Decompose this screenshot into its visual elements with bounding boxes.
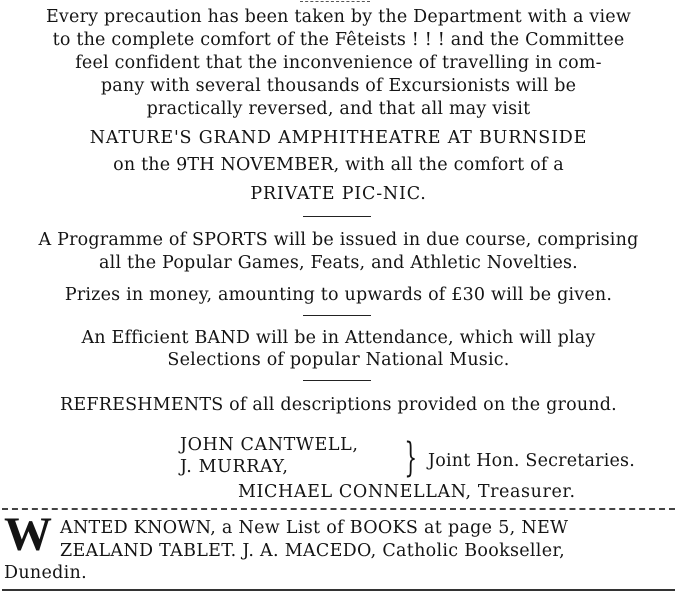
sports-line-2: all the Popular Games, Feats, and Athletic Novelties. <box>99 253 578 273</box>
prizes-line: Prizes in money, amounting to upwards of £30 will be given. <box>64 285 613 305</box>
refreshments-line: REFRESHMENTS of all descriptions provided on the ground. <box>60 395 617 415</box>
brace-icon: } <box>404 435 418 481</box>
advert-line-3: Dunedin. <box>4 563 87 583</box>
intro-line-2: to the complete comfort of the Fêteists ! ! ! and the Committee <box>52 30 625 50</box>
picnic-heading: PRIVATE PIC-NIC. <box>250 184 427 204</box>
intro-line-3: feel confident that the inconvenience of travelling in com- <box>75 53 602 73</box>
advert-separator-rule <box>2 508 675 510</box>
intro-line-1: Every precaution has been taken by the Department with a view <box>45 7 632 27</box>
signatory-name-2: J. MURRAY, <box>180 457 289 477</box>
section-rule-1 <box>303 216 371 217</box>
date-line: on the 9TH NOVEMBER, with all the comfort of a <box>113 155 564 175</box>
venue-heading: NATURE'S GRAND AMPHITHEATRE AT BURNSIDE <box>89 128 588 148</box>
advert-line-1: ANTED KNOWN, a New List of BOOKS at page 5, NEW <box>60 518 569 538</box>
sports-line-1: A Programme of SPORTS will be issued in due course, comprising <box>38 230 639 250</box>
intro-line-5: practically reversed, and that all may visit <box>146 99 531 119</box>
section-rule-3 <box>303 380 371 381</box>
treasurer-line: MICHAEL CONNELLAN, Treasurer. <box>238 482 576 502</box>
bottom-rule <box>2 589 675 591</box>
signatory-name-1: JOHN CANTWELL, <box>180 435 359 455</box>
joint-secretaries-label: Joint Hon. Secretaries. <box>428 451 636 471</box>
intro-line-4: pany with several thousands of Excursionists will be <box>100 76 577 96</box>
top-fragment-rule <box>300 1 370 2</box>
advert-line-2 <box>60 540 565 562</box>
band-line-1: An Efficient BAND will be in Attendance, which will play <box>81 328 596 348</box>
section-rule-2 <box>303 315 371 316</box>
advert-line-2-text: ZEALAND TABLET. J. A. MACEDO, Catholic Bookseller, <box>60 541 565 561</box>
band-line-2: Selections of popular National Music. <box>167 350 510 370</box>
advert-drop-cap: W <box>4 508 52 561</box>
